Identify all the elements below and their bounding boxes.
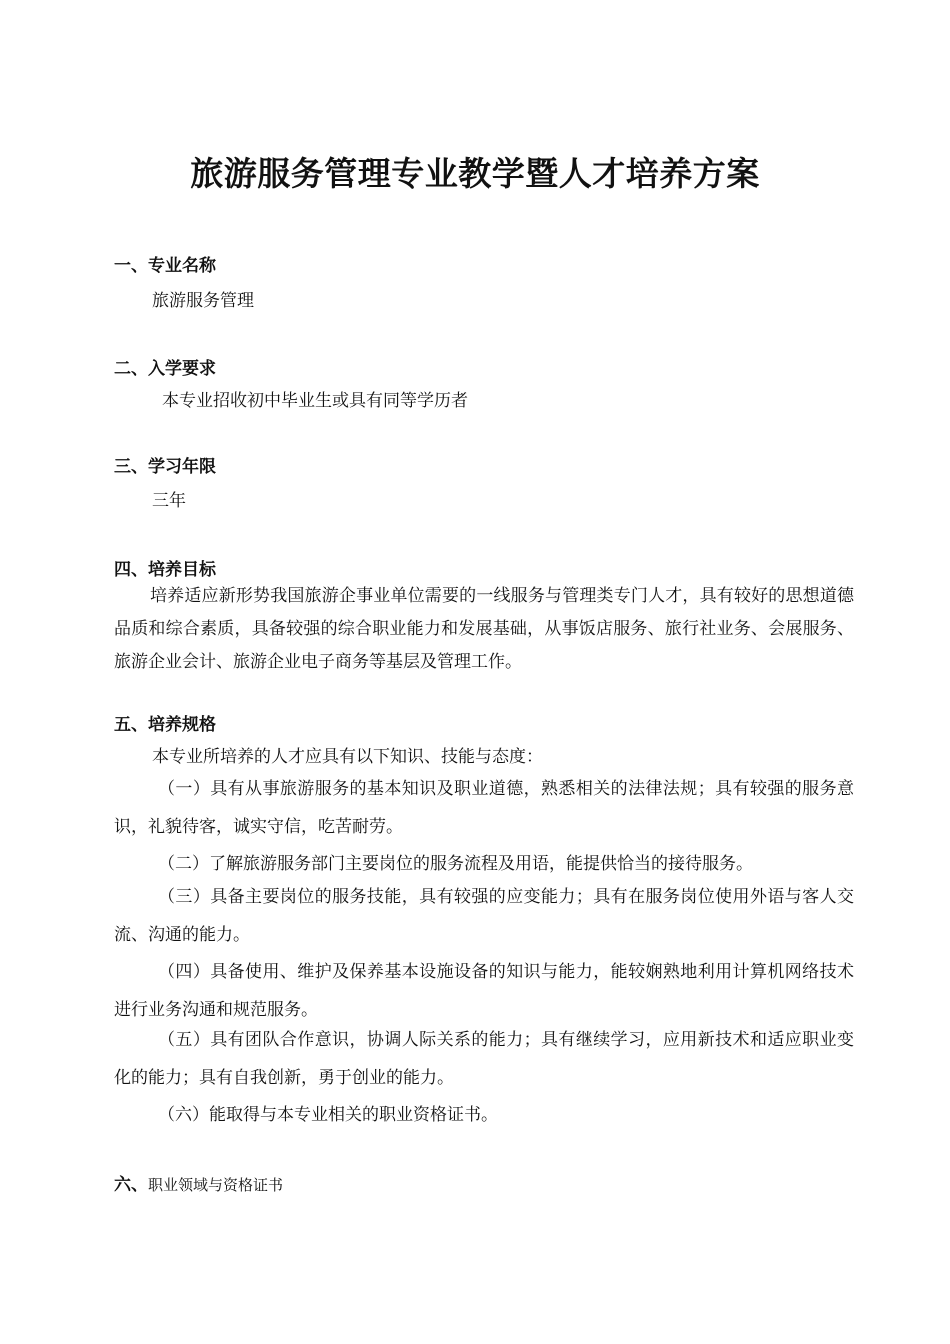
section-heading-label: 职业领域与资格证书 bbox=[148, 1176, 284, 1194]
section-heading-career-fields bbox=[114, 1170, 283, 1195]
spec-item-1: （一）具有从事旅游服务的基本知识及职业道德，熟悉相关的法律法规；具有较强的服务意识，礼貌待客，诚实守信，吃苦耐劳。 bbox=[114, 779, 854, 837]
section-heading-objective: 四、培养目标 bbox=[114, 560, 216, 580]
section-number: 六、 bbox=[114, 1175, 148, 1195]
spec-item-3: （三）具备主要岗位的服务技能，具有较强的应变能力；具有在服务岗位使用外语与客人交流、沟通的能力。 bbox=[114, 887, 854, 945]
section-body-admission: 本专业招收初中毕业生或具有同等学历者 bbox=[162, 391, 468, 411]
document-title: 旅游服务管理专业教学暨人才培养方案 bbox=[190, 154, 760, 193]
section-body-major-name: 旅游服务管理 bbox=[152, 291, 254, 311]
spec-item-5: （五）具有团队合作意识，协调人际关系的能力；具有继续学习，应用新技术和适应职业变化的能力；具有自我创新，勇于创业的能力。 bbox=[114, 1030, 854, 1088]
spec-item-4: （四）具备使用、维护及保养基本设施设备的知识与能力，能较娴熟地利用计算机网络技术进行业务沟通和规范服务。 bbox=[114, 962, 854, 1020]
section-heading-major-name: 一、专业名称 bbox=[114, 256, 216, 276]
section-heading-duration: 三、学习年限 bbox=[114, 457, 216, 477]
section-body-objective: 培养适应新形势我国旅游企事业单位需要的一线服务与管理类专门人才，具有较好的思想道德品质和综合素质，具备较强的综合职业能力和发展基础，从事饭店服务、旅行社业务、会展服务、旅游企业会计、旅游企业电子商务等基层及管理工作。 bbox=[114, 586, 854, 672]
section-heading-admission: 二、入学要求 bbox=[114, 359, 216, 379]
spec-item-2: （二）了解旅游服务部门主要岗位的服务流程及用语，能提供恰当的接待服务。 bbox=[158, 854, 753, 874]
section-intro-specifications: 本专业所培养的人才应具有以下知识、技能与态度： bbox=[152, 747, 543, 767]
section-body-duration: 三年 bbox=[152, 491, 186, 511]
spec-item-6: （六）能取得与本专业相关的职业资格证书。 bbox=[158, 1105, 498, 1125]
section-heading-specifications: 五、培养规格 bbox=[114, 715, 216, 735]
